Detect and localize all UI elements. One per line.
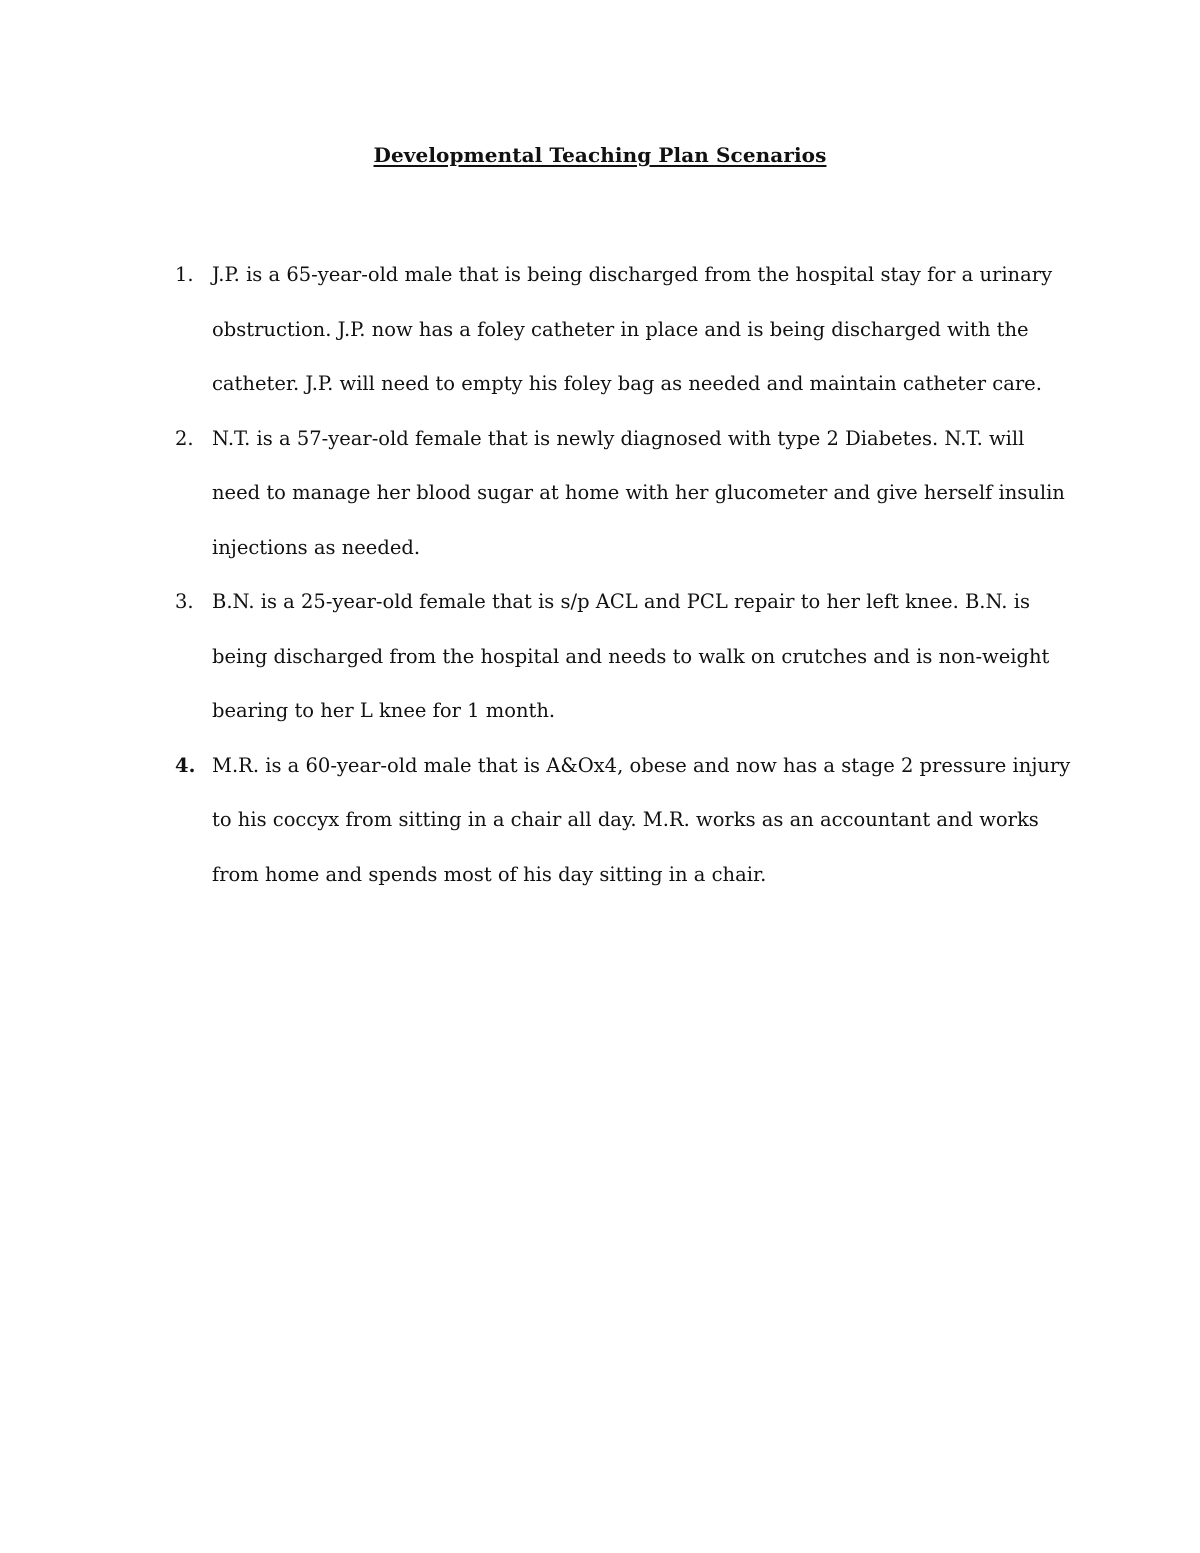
page-title: Developmental Teaching Plan Scenarios <box>373 143 827 167</box>
scenario-item-3 <box>0 575 1072 739</box>
scenario-number: 4. <box>175 753 196 777</box>
scenario-text: M.R. is a 60-year-old male that is A&Ox4, obese and now has a stage 2 pressure injury to his coccyx from sitting in a chair all day. M.R. works as an accountant and works from home and spends most of his day sitting in a chair. <box>212 753 1071 886</box>
scenario-text: N.T. is a 57-year-old female that is newly diagnosed with type 2 Diabetes. N.T. will need to manage her blood sugar at home with her glucometer and give herself insulin injections as needed. <box>212 426 1065 559</box>
scenario-text: B.N. is a 25-year-old female that is s/p ACL and PCL repair to her left knee. B.N. is being discharged from the hospital and needs to walk on crutches and is non-weight bearing to her L knee for 1 month. <box>212 590 1050 722</box>
scenario-item-4 <box>0 739 1072 903</box>
scenario-number: 2. <box>175 426 194 450</box>
scenario-text: J.P. is a 65-year-old male that is being discharged from the hospital stay for a urinary obstruction. J.P. now has a foley catheter in place and is being discharged with the catheter. J.P. will need to empty his foley bag as needed and maintain catheter care. <box>212 263 1053 395</box>
scenario-number: 1. <box>175 263 194 286</box>
scenario-number: 3. <box>175 590 194 613</box>
scenario-item-1 <box>0 248 1072 412</box>
scenario-item-2 <box>0 412 1072 576</box>
scenario-list <box>0 248 1200 902</box>
